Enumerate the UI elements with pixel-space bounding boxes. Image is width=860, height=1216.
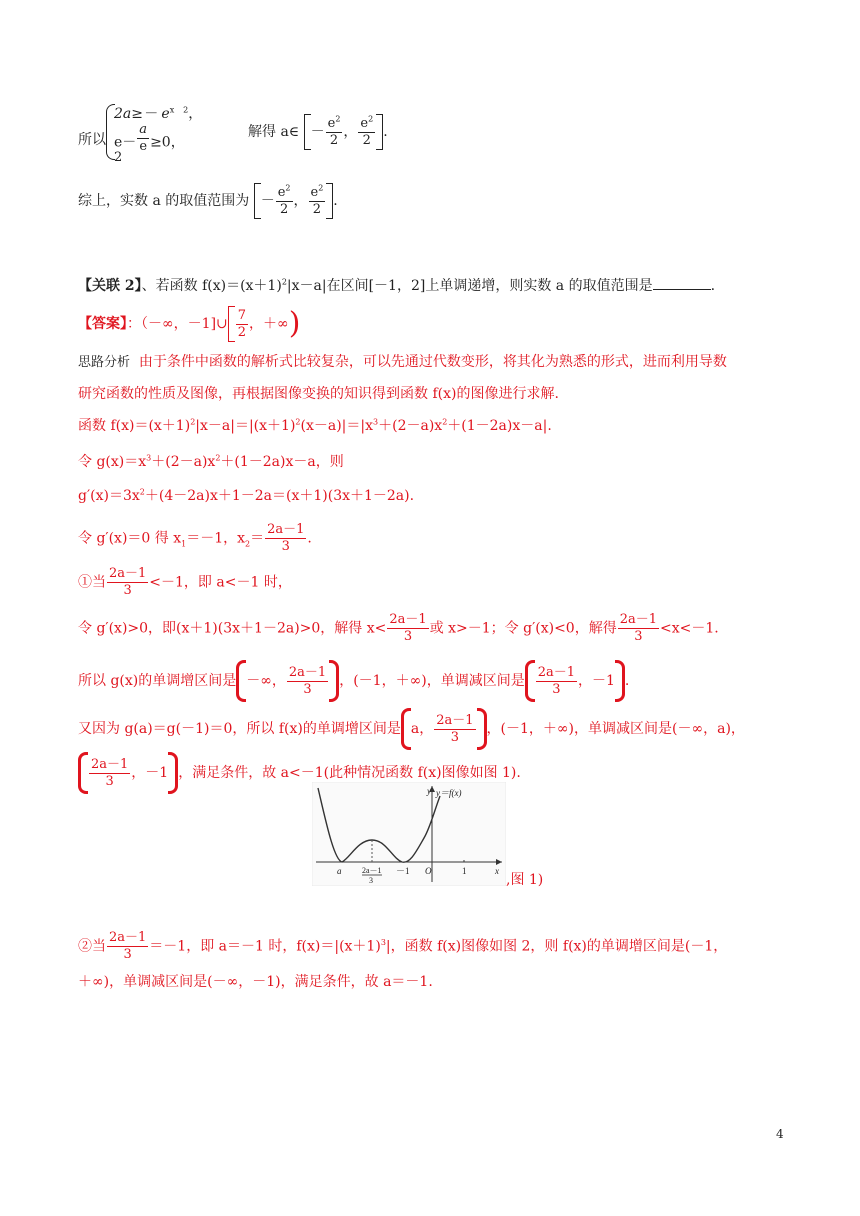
inequality-line: 令 g′(x)>0，即(x＋1)(3x＋1－2a)>0，解得 x< $\frac{2a-1}{3}$ 或 x>－1；令 g′(x)<0，解得 $\frac{2a-1}{3}$ <x<－1.: [78, 612, 719, 644]
tick-minus-one: －1: [396, 866, 410, 876]
tick-one: 1: [462, 866, 467, 876]
top-prefix: 所以: [78, 132, 106, 148]
case2-line-2: ＋∞)，单调减区间是(－∞，－1)，满足条件，故 a＝－1.: [78, 974, 433, 990]
page-number: 4: [776, 1127, 784, 1141]
x-label: x: [495, 866, 499, 876]
y-label: y: [427, 786, 431, 796]
g-line: 令 $g(x)=x^3+(2-a)x^2+(1-2a)x-a$，则: [78, 453, 344, 470]
tick-frac-num: 2a－1: [362, 866, 382, 875]
case2-line-1: ②当 $\frac{2a-1}{3}$ ＝－1，即 a＝－1 时，$f(x)=|(x+1)^3|$，函数 f(x)图像如图 2，则 f(x)的单调增区间是(－1，: [78, 930, 728, 962]
curve-label: y＝f(x): [436, 788, 462, 798]
answer-blank: [653, 277, 711, 290]
function-graph-figure: [312, 782, 506, 886]
summary-line: 综上，实数 a 的取值范围为 － $\frac{e^2}{2}$ ， $\frac{e^2}{2}$ .: [78, 183, 338, 219]
answer-line: 【答案】：（－∞，－1]∪ $\frac{7}{2}$ ，＋∞): [78, 306, 301, 341]
also-line: 又因为 g(a)＝g(－1)＝0，所以 f(x)的单调增区间是 a， $\frac{2a-1}{3}$ ，(－1，＋∞)，单调减区间是(－∞，a)，: [78, 708, 745, 750]
analysis-line-2: 研究函数的性质及图像，再根据图像变换的知识得到函数 f(x)的图像进行求解.: [78, 386, 559, 402]
solve-interval: 解得 a∈ － $\frac{e^2}{2}$ ， $\frac{e^2}{2}$ .: [248, 114, 388, 150]
figure-caption: ,图 1): [506, 872, 544, 888]
answer-label: 【答案】: [78, 316, 127, 332]
analysis-line-1: 思路分析 由于条件中函数的解析式比较复杂，可以先通过代数变形，将其化为熟悉的形式，进而利用导数: [78, 354, 727, 370]
system-line-2: e－ $\frac{a}{e}$ ≥0，: [114, 122, 185, 154]
monotonic-g-line: 所以 g(x)的单调增区间是 －∞， $\frac{2a-1}{3}$ ，(－1，＋∞)，单调减区间是 $\frac{2a-1}{3}$ ，－1 .: [78, 660, 629, 702]
fx-line: 函数 $f(x)=(x+1)^2|x-a|=|(x+1)^2(x-a)|=|x^3+(2-a)x^2+(1-2a)x-a|$.: [78, 417, 552, 434]
roots-line: 令 g′(x)＝0 得 $x_1=-1$，$x_2=$ $\frac{2a-1}{3}$ .: [78, 522, 312, 554]
system-line-1: $2a\ge- e^x$ $^2$，: [114, 105, 203, 122]
question-label: 【关联 2】: [78, 278, 142, 294]
tick-origin: O: [425, 866, 432, 876]
question-line: 【关联 2】、若函数 $f(x)=(x+1)^2|x-a|$在区间[－1，2]上单调递增，则实数 a 的取值范围是 .: [78, 277, 716, 294]
gprime-line: $g'(x)=3x^2+(4-2a)x+1-2a=(x+1)(3x+1-2a)$.: [78, 487, 415, 504]
system-line-2-den: 2: [114, 150, 123, 165]
tick-a: a: [337, 866, 342, 876]
satisfy-line: $\frac{2a-1}{3}$ ，－1 ，满足条件，故 a<－1(此种情况函数 f(x)图像如图 1).: [78, 752, 521, 794]
tick-frac-den: 3: [369, 876, 373, 885]
case1-line: ①当 $\frac{2a-1}{3}$ <－1，即 a<－1 时，: [78, 566, 292, 598]
